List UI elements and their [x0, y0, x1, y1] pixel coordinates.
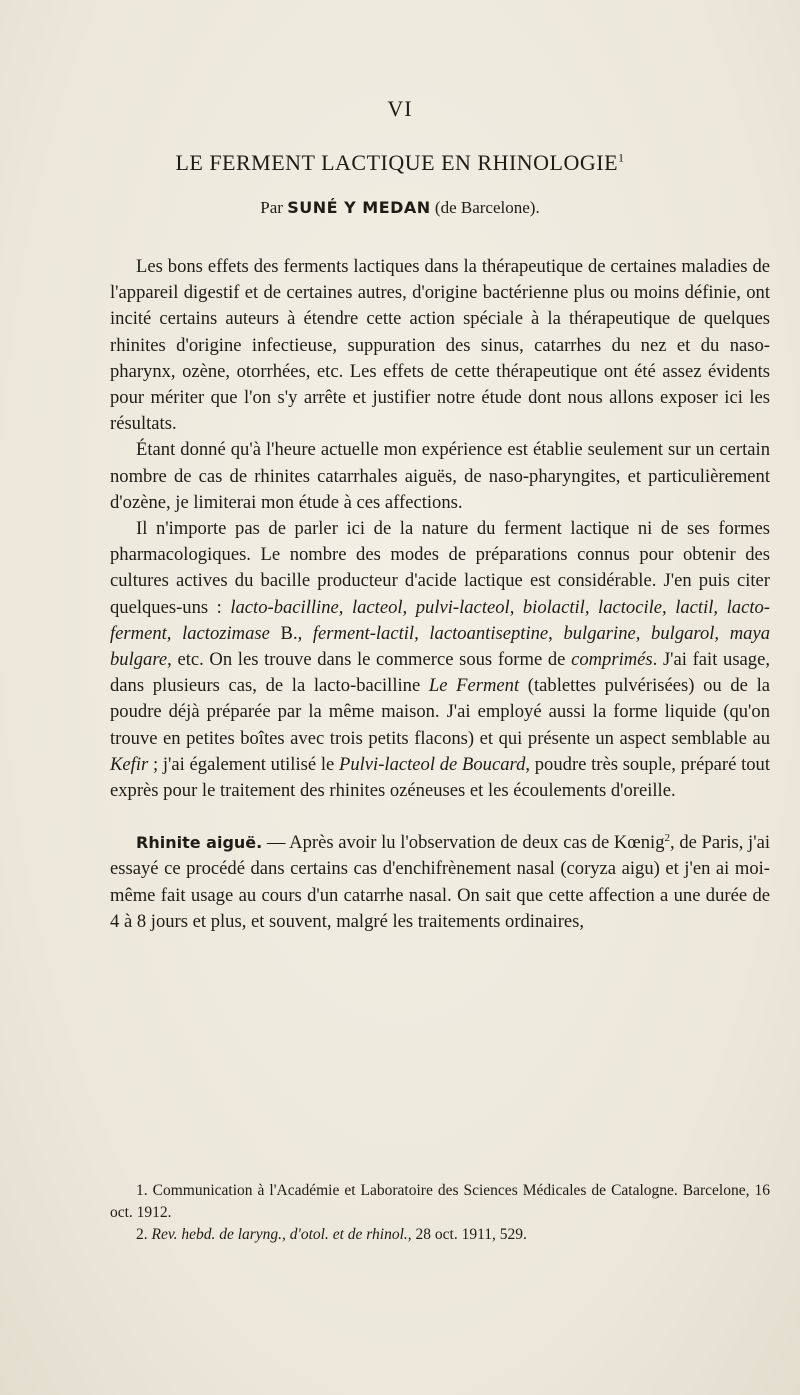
- footnote-2-journal: Rev. hebd. de laryng., d'otol. et de rhinol.: [151, 1226, 408, 1243]
- paragraph-1: Les bons effets des ferments lactiques dans la thérapeutique de certaines maladies de l'appareil digestif et de certaines autres, d'origine bactérienne plus ou moins définie, ont incité certains auteurs à étendre cette action spéciale à la thérapeutique de quelques rhinites d'origine infectieuse, suppuration des sinus, catarrhes du nez et du naso-pharynx, ozène, otorrhées, etc. Les effets de cette thérapeutique ont été assez évidents pour mériter que l'on s'y arrête et justifier notre étude dont nous allons exposer ici les résultats.: [110, 256, 770, 435]
- p3-italic-le-ferment: Le Ferment: [428, 675, 520, 697]
- p3-italic-kefir: Kefir: [110, 753, 149, 775]
- p3-italic-pulvi-lacteol: Pulvi-lacteol de Boucard: [338, 753, 526, 775]
- paragraph-2: Étant donné qu'à l'heure actuelle mon expérience est établie seulement sur un certain nombre de cas de rhinites catarrhales aiguës, de naso-pharyngites, et particulièrement d'ozène, je limiterai mon étude à ces affections.: [110, 439, 770, 513]
- article-body: [110, 254, 770, 935]
- footnote-1: 1. Communication à l'Académie et Laboratoire des Sciences Médicales de Catalogne. Barcelone, 16 oct. 1912.: [110, 1182, 770, 1221]
- footnote-2: [110, 1224, 770, 1246]
- footnote-marker-2: 2: [664, 832, 670, 845]
- byline: [0, 198, 800, 218]
- paragraph-3: [110, 516, 770, 804]
- section-number: VI: [387, 96, 413, 121]
- paragraph-4: [110, 830, 770, 935]
- p3-text-5: (tablettes pulvérisées) ou de la poudre déjà préparée par la même maison. J'ai employé aussi la forme liquide (qu'on trouve en petites boîtes avec trois petits flacons) et qui présente un aspect semblable au: [110, 675, 770, 749]
- p3-text-6: ; j'ai également utilisé le: [148, 753, 339, 775]
- footnote-2-reference: , 28 oct. 1911, 529.: [407, 1226, 527, 1243]
- byline-prefix: Par: [260, 198, 283, 217]
- footnotes: [110, 1180, 770, 1246]
- p3-text-7: , poudre très souple, préparé tout exprès pour le traitement des rhinites ozéneuses et les écoulements d'oreille.: [110, 753, 771, 802]
- p3-italic-comprimes: comprimés: [571, 649, 653, 671]
- p3-text-4: . J'ai fait usage, dans plusieurs cas, de la lacto-bacilline: [110, 649, 771, 697]
- p4-text-2: , de Paris, j'ai essayé ce procédé dans certains cas d'enchifrènement nasal (coryza aigu) et j'en ai moi-même fait usage au cours d'un catarrhe nasal. On sait que cette affection a une durée de 4 à 8 jours et plus, et souvent, malgré les traitements ordinaires,: [110, 832, 770, 932]
- author-name: SUNÉ Y MEDAN: [287, 198, 431, 217]
- p3-italic-products-1: lacto-bacilline, lacteol, pulvi-lacteol, biolactil, lactocile, lactil, lacto-ferment, lactozimase: [110, 596, 770, 644]
- footnote-2-number: 2.: [136, 1226, 148, 1243]
- p3-text-1: Il n'importe pas de parler ici de la nature du ferment lactique ni de ses formes pharmacologiques. Le nombre des modes de préparations connus pour obtenir des cultures actives du bacille producteur d'acide lactique est considérable. J'en puis citer quelques-uns :: [110, 518, 770, 618]
- p3-italic-products-2: ferment-lactil, lactoantiseptine, bulgarine, bulgarol, maya bulgare: [110, 622, 770, 671]
- article-title-text: LE FERMENT LACTIQUE EN RHINOLOGIE: [175, 150, 619, 175]
- p3-text-2: B.,: [269, 622, 313, 644]
- author-affiliation: (de Barcelone).: [434, 198, 540, 217]
- section-heading-rhinite-aigue: Rhinite aiguë.: [136, 833, 263, 853]
- article-title: [0, 150, 800, 176]
- p4-text-1: — Après avoir lu l'observation de deux cas de Kœnig: [262, 832, 665, 854]
- p3-text-3: , etc. On les trouve dans le commerce sous forme de: [167, 649, 572, 671]
- title-footnote-marker: 1: [618, 150, 625, 165]
